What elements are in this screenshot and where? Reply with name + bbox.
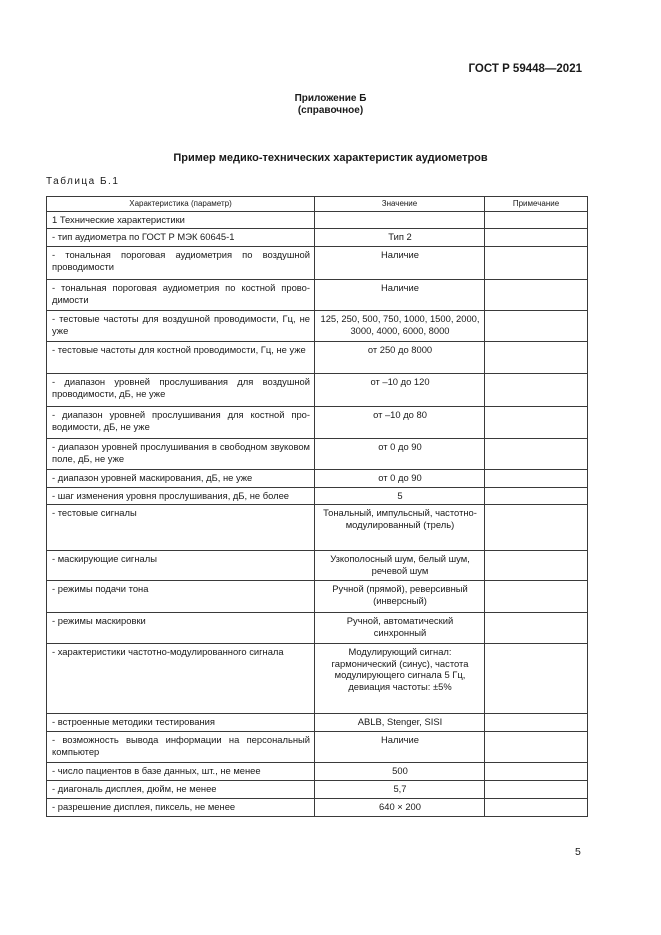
note-cell	[485, 439, 588, 470]
param-cell: - режимы подачи тона	[47, 581, 315, 613]
table-row	[47, 280, 588, 311]
param-cell: - режимы маскировки	[47, 613, 315, 644]
column-header-note: Примечание	[485, 197, 588, 212]
table-row	[47, 342, 588, 374]
param-cell: - шаг изменения уровня прослушивания, дБ, не более	[47, 488, 315, 505]
param-cell: - разрешение дисплея, пиксель, не менее	[47, 799, 315, 817]
page-number: 5	[575, 846, 581, 858]
param-cell: - диапазон уровней прослушивания в свободном звуковом поле, дБ, не уже	[47, 439, 315, 470]
specifications-table	[46, 196, 588, 817]
note-cell	[485, 732, 588, 763]
note-cell	[485, 374, 588, 407]
note-cell	[485, 613, 588, 644]
value-cell: от –10 до 120	[315, 374, 485, 407]
value-cell: 125, 250, 500, 750, 1000, 1500, 2000, 3000, 4000, 6000, 8000	[315, 311, 485, 342]
table-row	[47, 732, 588, 763]
value-cell: Наличие	[315, 280, 485, 311]
table-row	[47, 439, 588, 470]
table-body	[47, 212, 588, 817]
table-row	[47, 714, 588, 732]
value-cell: от 250 до 8000	[315, 342, 485, 374]
note-cell	[485, 407, 588, 439]
value-cell: 5,7	[315, 781, 485, 799]
appendix-title: Приложение Б	[294, 93, 367, 104]
table-row	[47, 781, 588, 799]
table-row	[47, 212, 588, 229]
note-cell	[485, 470, 588, 488]
value-cell: Узкополосный шум, белый шум, речевой шум	[315, 551, 485, 581]
standard-number: ГОСТ Р 59448—2021	[468, 63, 582, 75]
value-cell	[315, 212, 485, 229]
note-cell	[485, 763, 588, 781]
value-cell: от 0 до 90	[315, 470, 485, 488]
param-cell: - тональная пороговая аудиометрия по костной прово-димости	[47, 280, 315, 311]
value-cell: ABLB, Stenger, SISI	[315, 714, 485, 732]
note-cell	[485, 488, 588, 505]
value-cell: от –10 до 80	[315, 407, 485, 439]
section-title: Пример медико-технических характеристик аудиометров	[173, 152, 488, 164]
table-row	[47, 374, 588, 407]
value-cell: Тональный, импульсный, частотно-модулированный (трель)	[315, 505, 485, 551]
value-cell: Тип 2	[315, 229, 485, 247]
column-header-value: Значение	[315, 197, 485, 212]
table-row	[47, 613, 588, 644]
note-cell	[485, 280, 588, 311]
table-row	[47, 229, 588, 247]
table-row	[47, 470, 588, 488]
note-cell	[485, 247, 588, 280]
param-cell: - диапазон уровней маскирования, дБ, не уже	[47, 470, 315, 488]
table-row	[47, 407, 588, 439]
note-cell	[485, 714, 588, 732]
table-row	[47, 311, 588, 342]
param-cell: - диапазон уровней прослушивания для воздушной проводимости, дБ, не уже	[47, 374, 315, 407]
value-cell: Ручной (прямой), реверсивный (инверсный)	[315, 581, 485, 613]
table-row	[47, 551, 588, 581]
value-cell: 500	[315, 763, 485, 781]
value-cell: 5	[315, 488, 485, 505]
appendix-subtitle: (справочное)	[297, 105, 364, 116]
value-cell: Модулирующий сигнал: гармонический (синус), частота модулирующего сигнала 5 Гц, девиация частоты: ±5%	[315, 644, 485, 714]
table-row	[47, 247, 588, 280]
value-cell: Ручной, автоматический синхронный	[315, 613, 485, 644]
table-row	[47, 488, 588, 505]
param-cell: - тестовые сигналы	[47, 505, 315, 551]
value-cell: Наличие	[315, 247, 485, 280]
column-header-parameter: Характеристика (параметр)	[47, 197, 315, 212]
param-cell: - тестовые частоты для воздушной проводимости, Гц, не уже	[47, 311, 315, 342]
param-cell: - диапазон уровней прослушивания для костной про-водимости, дБ, не уже	[47, 407, 315, 439]
note-cell	[485, 229, 588, 247]
param-cell: 1 Технические характеристики	[47, 212, 315, 229]
param-cell: - маскирующие сигналы	[47, 551, 315, 581]
table-row	[47, 799, 588, 817]
param-cell: - возможность вывода информации на персональный компьютер	[47, 732, 315, 763]
param-cell: - характеристики частотно-модулированного сигнала	[47, 644, 315, 714]
note-cell	[485, 799, 588, 817]
note-cell	[485, 581, 588, 613]
note-cell	[485, 212, 588, 229]
param-cell: - тестовые частоты для костной проводимости, Гц, не уже	[47, 342, 315, 374]
param-cell: - диагональ дисплея, дюйм, не менее	[47, 781, 315, 799]
param-cell: - число пациентов в базе данных, шт., не менее	[47, 763, 315, 781]
param-cell: - тональная пороговая аудиометрия по воздушной проводимости	[47, 247, 315, 280]
appendix-heading	[0, 93, 661, 117]
table-row	[47, 581, 588, 613]
table-header-row	[47, 197, 588, 212]
value-cell: от 0 до 90	[315, 439, 485, 470]
table-row	[47, 763, 588, 781]
note-cell	[485, 644, 588, 714]
param-cell: - тип аудиометра по ГОСТ Р МЭК 60645-1	[47, 229, 315, 247]
table-caption: Таблица Б.1	[46, 176, 120, 187]
table-row	[47, 505, 588, 551]
note-cell	[485, 505, 588, 551]
param-cell: - встроенные методики тестирования	[47, 714, 315, 732]
note-cell	[485, 342, 588, 374]
note-cell	[485, 311, 588, 342]
note-cell	[485, 551, 588, 581]
value-cell: Наличие	[315, 732, 485, 763]
value-cell: 640 × 200	[315, 799, 485, 817]
table-row	[47, 644, 588, 714]
note-cell	[485, 781, 588, 799]
